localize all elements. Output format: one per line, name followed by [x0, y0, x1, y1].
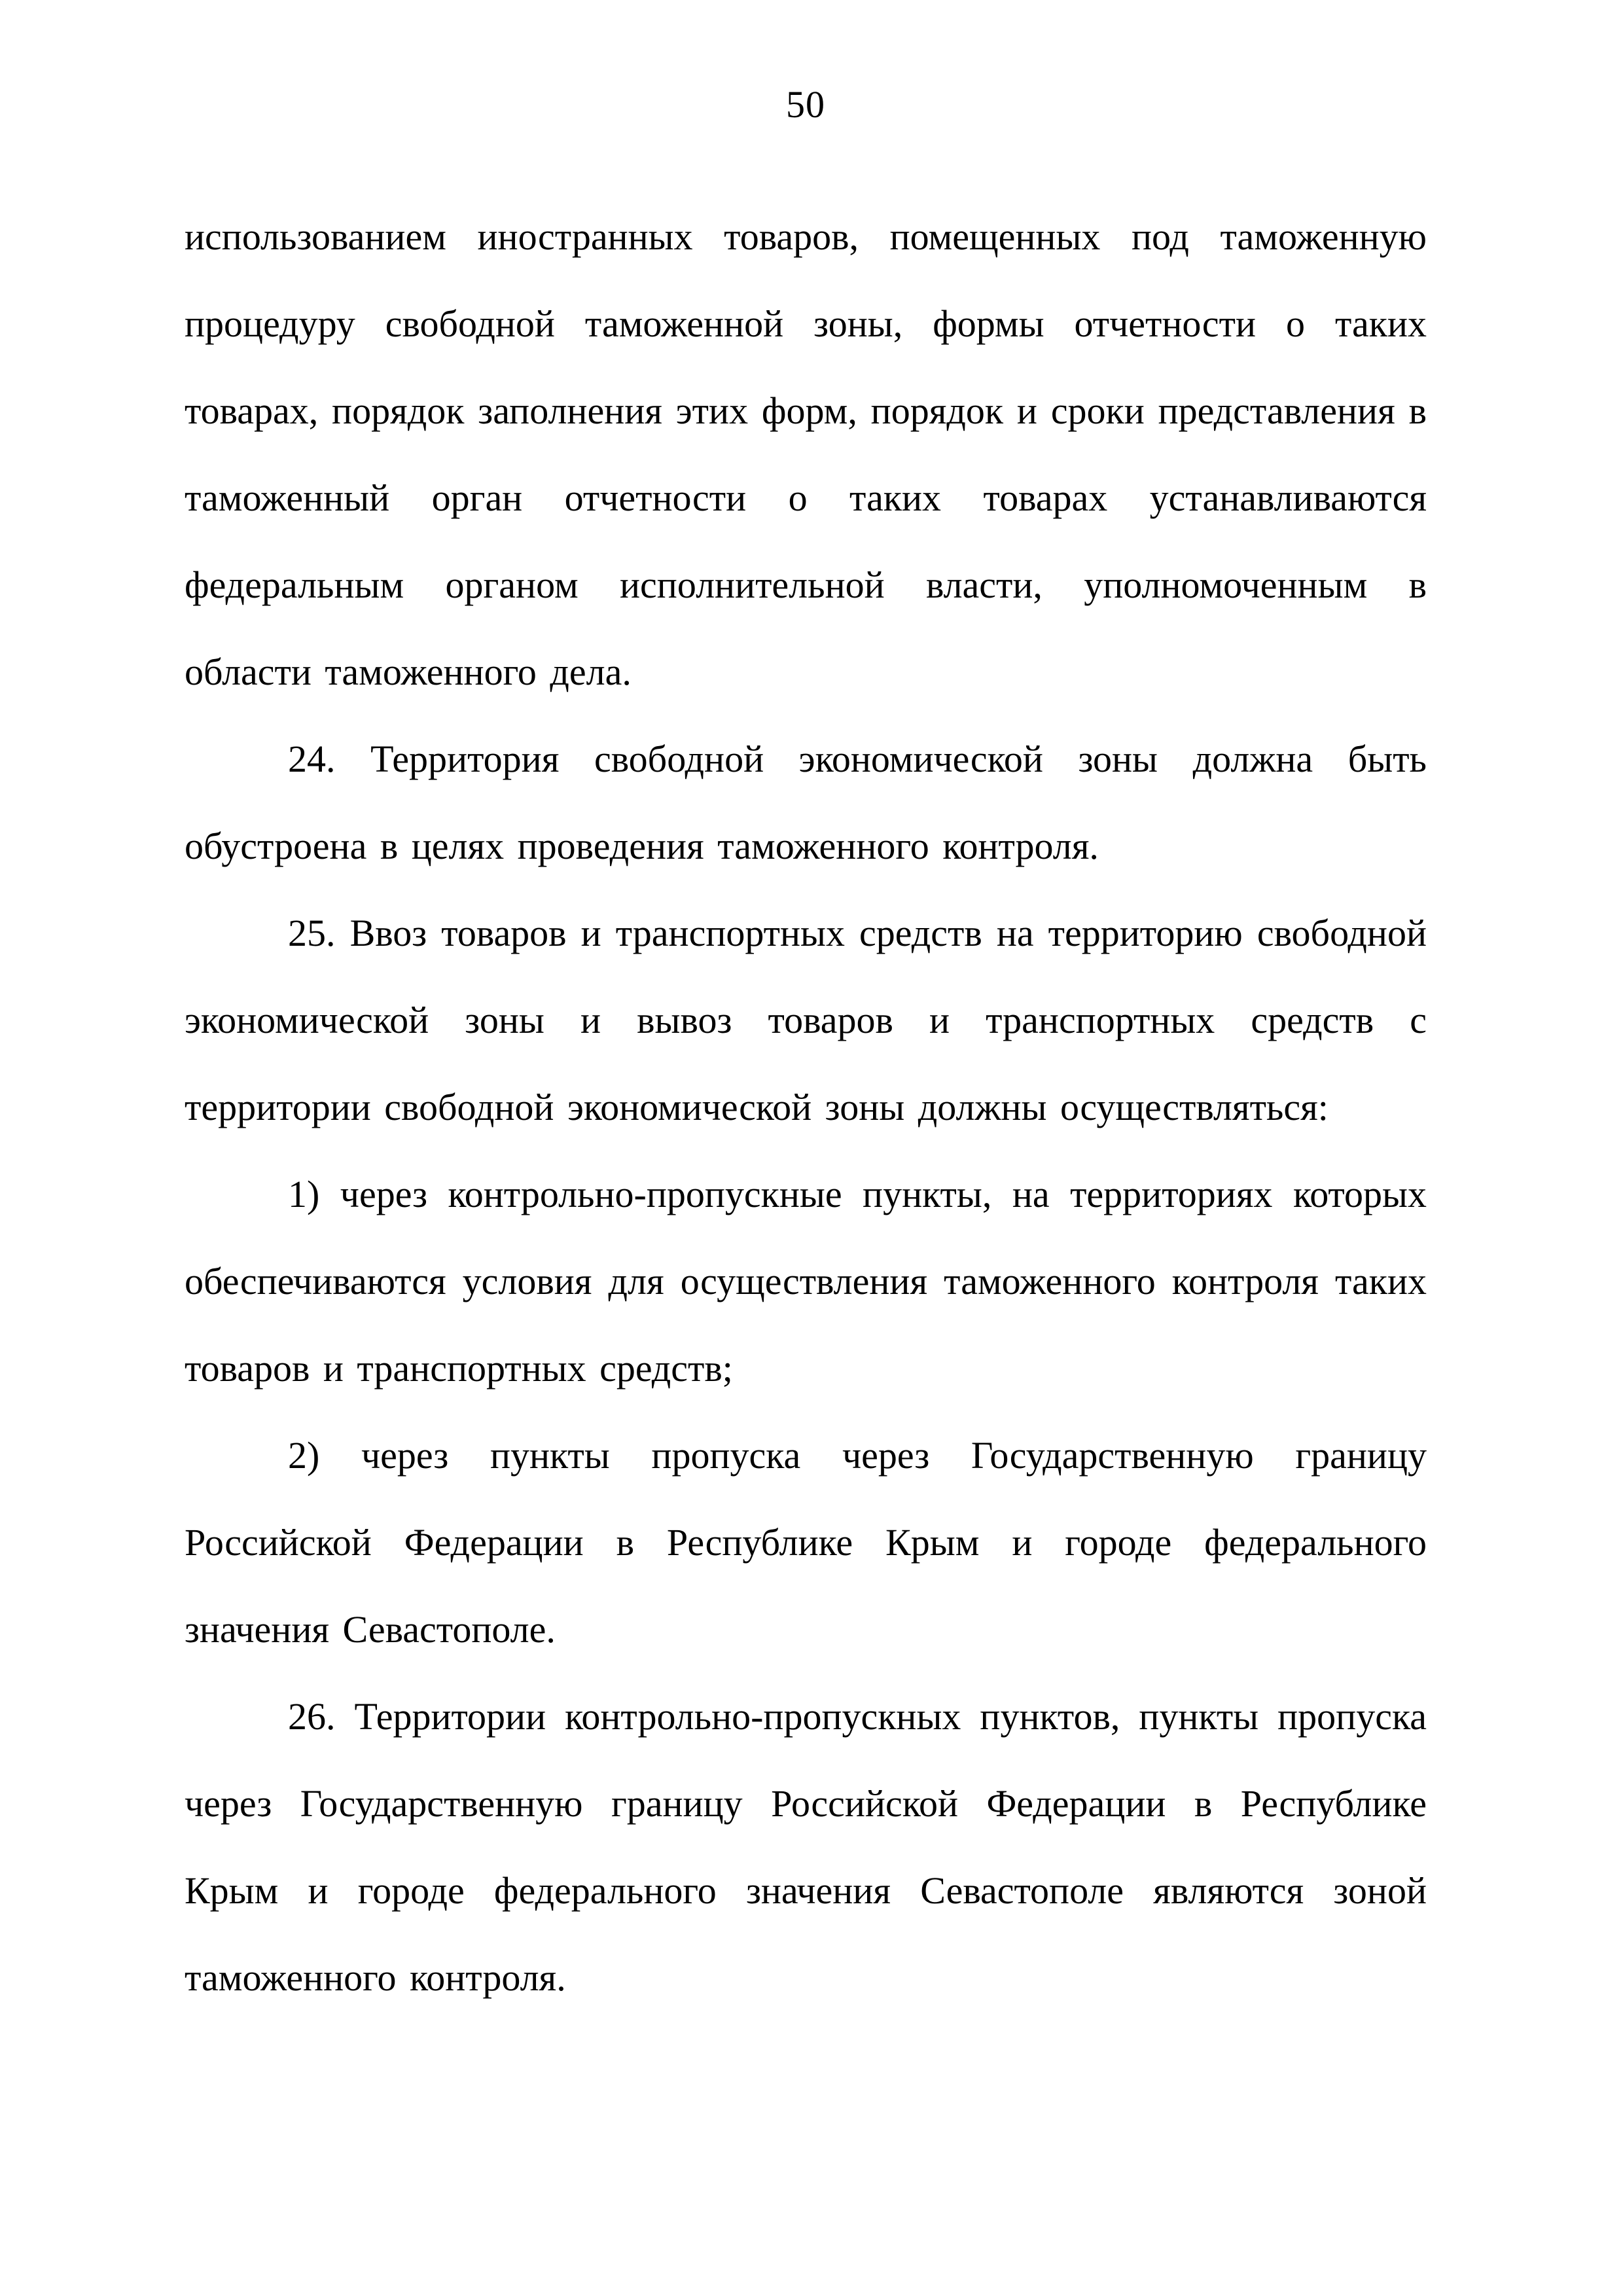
paragraph-subitem-2: 2) через пункты пропуска через Государственную границу Российской Федерации в Республике Крым и городе федерального значения Севастополе. [185, 1434, 1427, 1651]
document-body [185, 193, 1427, 2021]
paragraph-item-25: 25. Ввоз товаров и транспортных средств на территорию свободной экономической зоны и вывоз товаров и транспортных средств с территории свободной экономической зоны должны осуществляться: [185, 912, 1427, 1128]
paragraph-item-24: 24. Территория свободной экономической зоны должна быть обустроена в целях проведения таможенного контроля. [185, 738, 1427, 867]
paragraph-continuation: использованием иностранных товаров, помещенных под таможенную процедуру свободной таможенной зоны, формы отчетности о таких товарах, порядок заполнения этих форм, порядок и сроки представления в таможенный орган отчетности о таких товарах устанавливаются федеральным органом исполнительной власти, уполномоченным в области таможенного дела. [185, 215, 1427, 693]
paragraph-subitem-1: 1) через контрольно-пропускные пункты, на территориях которых обеспечиваются условия для осуществления таможенного контроля таких товаров и транспортных средств; [185, 1173, 1427, 1390]
page-number: 50 [786, 83, 825, 126]
paragraph-item-26: 26. Территории контрольно-пропускных пунктов, пункты пропуска через Государственную границу Российской Федерации в Республике Крым и городе федерального значения Севастополе являются зоной таможенного контроля. [185, 1695, 1427, 1999]
